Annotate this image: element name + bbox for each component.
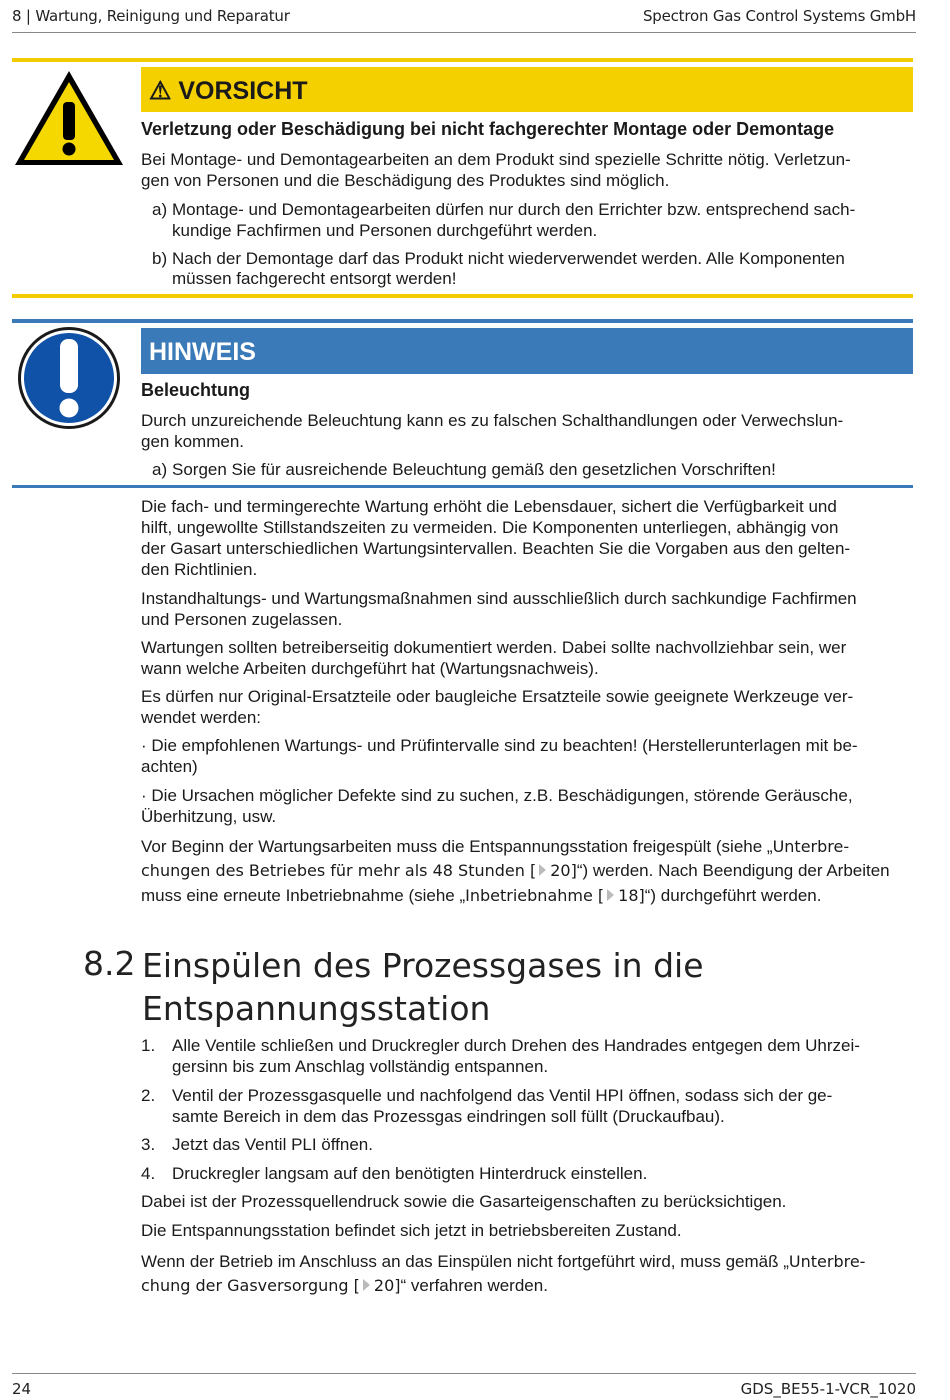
paragraph-line: hilft, ungewollte Stillstandszeiten zu vermeiden. Die Komponenten unterliegen, abhängig von	[141, 518, 839, 537]
cross-reference-link[interactable]: Unterbre-	[788, 1252, 866, 1271]
step-number: 1.	[141, 1036, 156, 1055]
paragraph-line: · Die Ursachen möglicher Defekte sind zu suchen, z.B. Beschädigungen, störende Geräusche,	[141, 786, 853, 805]
paragraph-line: achten)	[141, 757, 198, 776]
footer-divider	[12, 1373, 916, 1374]
step-number: 4.	[141, 1164, 156, 1183]
cross-reference-link[interactable]: chungen des Betriebes für mehr als 48 Stunden [ 20]	[141, 861, 577, 880]
cross-reference-link[interactable]: Unterbre-	[772, 837, 850, 856]
caution-top-rule	[12, 58, 913, 62]
exclamation-circle-icon	[16, 325, 122, 431]
caution-banner-label: VORSICHT	[178, 77, 308, 105]
caution-item-label: a)	[152, 200, 168, 219]
notice-item-label: a)	[152, 460, 168, 479]
notice-banner-label: HINWEIS	[149, 338, 256, 366]
paragraph-line: Instandhaltungs- und Wartungsmaßnahmen sind ausschließlich durch sachkundige Fachfirmen	[141, 589, 857, 608]
caution-body-line-1: Bei Montage- und Demontagearbeiten an dem Produkt sind spezielle Schritte nötig. Verletzun-	[141, 150, 851, 169]
page-number: 24	[12, 1380, 32, 1398]
notice-item-a-line-1: Sorgen Sie für ausreichende Beleuchtung gemäß den gesetzlichen Vorschriften!	[172, 460, 776, 479]
paragraph-line: chung der Gasversorgung [ 20]“ verfahren werden.	[141, 1276, 548, 1295]
running-header-chapter: 8 | Wartung, Reinigung und Reparatur	[12, 7, 290, 25]
step-line: Alle Ventile schließen und Druckregler durch Drehen des Handrades entgegen dem Uhrzei-	[172, 1036, 860, 1055]
caution-item-a-line-2: kundige Fachfirmen und Personen durchgeführt werden.	[172, 221, 598, 240]
caution-item-b-line-1: Nach der Demontage darf das Produkt nicht wiederverwendet werden. Alle Komponenten	[172, 249, 845, 268]
caution-body-line-2: gen von Personen und die Beschädigung des Produktes sind möglich.	[141, 171, 670, 190]
running-header-company: Spectron Gas Control Systems GmbH	[642, 7, 916, 25]
step-number: 3.	[141, 1135, 156, 1154]
notice-banner	[141, 328, 913, 374]
paragraph-line: Überhitzung, usw.	[141, 807, 277, 826]
paragraph-line: Wartungen sollten betreiberseitig dokumentiert werden. Dabei sollte nachvollziehbar sein, wer	[141, 638, 847, 657]
caution-title: Verletzung oder Beschädigung bei nicht fachgerechter Montage oder Demontage	[141, 119, 835, 139]
caution-banner	[141, 67, 913, 112]
paragraph-line: Dabei ist der Prozessquellendruck sowie die Gasarteigenschaften zu berücksichtigen.	[141, 1192, 787, 1211]
paragraph-line: Die Entspannungsstation befindet sich jetzt in betriebsbereiten Zustand.	[141, 1221, 682, 1240]
paragraph-line: Vor Beginn der Wartungsarbeiten muss die Entspannungsstation freigespült (siehe „Unterbre-	[141, 837, 850, 856]
header-divider	[12, 32, 916, 33]
section-number: 8.2	[83, 944, 136, 983]
paragraph-line: muss eine erneute Inbetriebnahme (siehe „Inbetriebnahme [ 18]“) durchgeführt werden.	[141, 886, 822, 905]
notice-top-rule	[12, 319, 913, 323]
caution-bottom-rule	[12, 294, 913, 298]
paragraph-line: und Personen zugelassen.	[141, 610, 343, 629]
step-line: gersinn bis zum Anschlag vollständig entspannen.	[172, 1057, 549, 1076]
cross-reference-link[interactable]: chung der Gasversorgung [ 20]	[141, 1276, 401, 1295]
notice-bottom-rule	[12, 485, 913, 488]
notice-title: Beleuchtung	[141, 380, 251, 400]
document-id: GDS_BE55-1-VCR_1020	[740, 1380, 916, 1398]
page-ref-arrow-icon	[539, 864, 546, 876]
step-line: Jetzt das Ventil PLI öffnen.	[172, 1135, 373, 1154]
paragraph-line: wendet werden:	[141, 708, 262, 727]
caution-item-b-line-2: müssen fachgerecht entsorgt werden!	[172, 269, 457, 288]
paragraph-line: Es dürfen nur Original-Ersatzteile oder baugleiche Ersatzteile sowie geeignete Werkzeuge ver-	[141, 687, 854, 706]
paragraph-line: Wenn der Betrieb im Anschluss an das Einspülen nicht fortgeführt wird, muss gemäß „Unterbre-	[141, 1252, 866, 1271]
warning-triangle-icon	[12, 68, 126, 168]
step-line: Ventil der Prozessgasquelle und nachfolgend das Ventil HPI öffnen, sodass sich der ge-	[172, 1086, 833, 1105]
step-line: samte Bereich in dem das Prozessgas eindringen soll füllt (Druckaufbau).	[172, 1107, 725, 1126]
notice-body-line-2: gen kommen.	[141, 432, 244, 451]
paragraph-line: der Gasart unterschiedlichen Wartungsintervallen. Beachten Sie die Vorgaben aus den gelten-	[141, 539, 851, 558]
section-title: Einspülen des Prozessgases in die Entspannungsstation	[142, 946, 704, 1028]
page-ref-arrow-icon	[363, 1279, 370, 1291]
paragraph-line: den Richtlinien.	[141, 560, 258, 579]
warning-small-icon: ⚠	[149, 77, 172, 105]
notice-body-line-1: Durch unzureichende Beleuchtung kann es zu falschen Schalthandlungen oder Verwechslun-	[141, 411, 844, 430]
cross-reference-link[interactable]: Inbetriebnahme [ 18]	[465, 886, 645, 905]
paragraph-line: · Die empfohlenen Wartungs- und Prüfintervalle sind zu beachten! (Herstellerunterlagen mit be-	[141, 736, 858, 755]
step-number: 2.	[141, 1086, 156, 1105]
paragraph-line: Die fach- und termingerechte Wartung erhöht die Lebensdauer, sichert die Verfügbarkeit und	[141, 497, 837, 516]
step-line: Druckregler langsam auf den benötigten Hinterdruck einstellen.	[172, 1164, 648, 1183]
page-ref-arrow-icon	[607, 889, 614, 901]
paragraph-line: wann welche Arbeiten durchgeführt hat (Wartungsnachweis).	[141, 659, 599, 678]
paragraph-line: chungen des Betriebes für mehr als 48 Stunden [ 20]“) werden. Nach Beendigung der Arbeiten	[141, 861, 890, 880]
caution-item-label: b)	[152, 249, 168, 268]
caution-item-a-line-1: Montage- und Demontagearbeiten dürfen nur durch den Errichter bzw. entsprechend sach-	[172, 200, 856, 219]
